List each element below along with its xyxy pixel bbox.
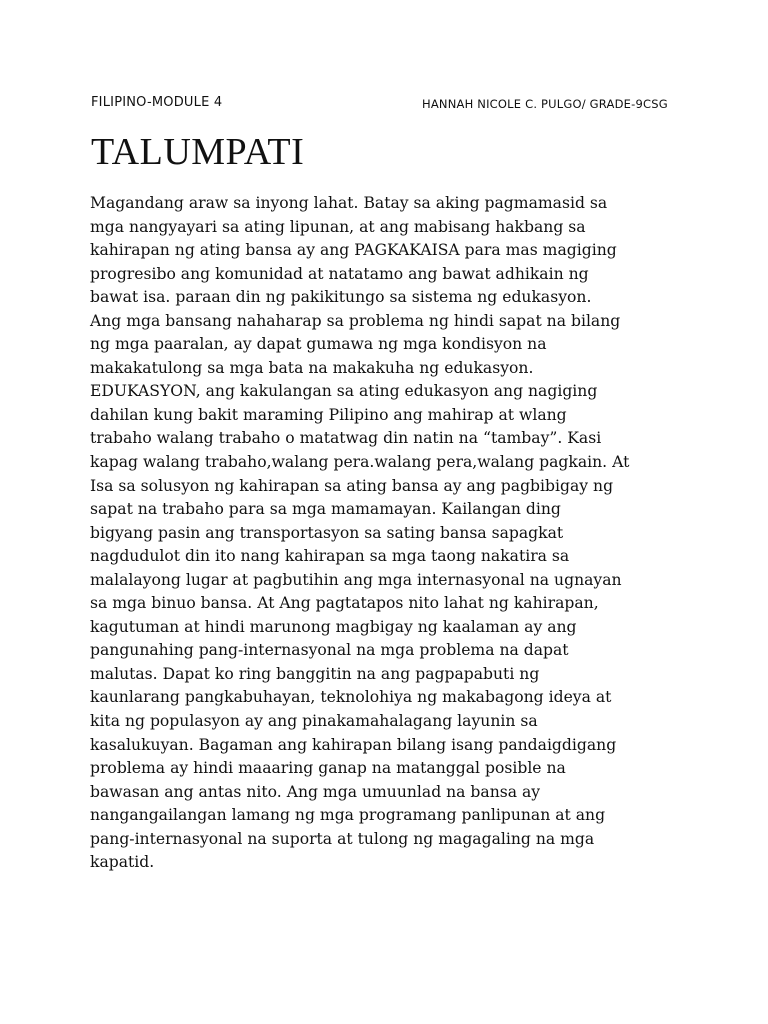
body-line: ng mga paaralan, ay dapat gumawa ng mga kondisyon na bbox=[90, 335, 547, 354]
body-line: EDUKASYON, ang kakulangan sa ating edukasyon ang nagiging bbox=[90, 382, 598, 401]
body-line: kasalukuyan. Bagaman ang kahirapan bilang isang pandaigdigang bbox=[90, 735, 617, 754]
body-line: kapatid. bbox=[90, 853, 155, 872]
body-line: kita ng populasyon ay ang pinakamahalagang layunin sa bbox=[90, 712, 538, 731]
speech-body bbox=[90, 192, 710, 875]
body-line: Magandang araw sa inyong lahat. Batay sa aking pagmamasid sa bbox=[90, 194, 608, 212]
body-line: bawasan ang antas nito. Ang mga umuunlad na bansa ay bbox=[90, 782, 541, 801]
body-line: Ang mga bansang nahaharap sa problema ng hindi sapat na bilang bbox=[90, 311, 621, 330]
body-line: malalayong lugar at pagbutihin ang mga internasyonal na ugnayan bbox=[90, 570, 622, 589]
body-line: pang-internasyonal na suporta at tulong ng magagaling na mga bbox=[90, 829, 595, 848]
body-line: malutas. Dapat ko ring banggitin na ang pagpapabuti ng bbox=[90, 664, 540, 683]
body-line: progresibo ang komunidad at natatamo ang bawat adhikain ng bbox=[90, 264, 589, 283]
body-line: pangunahing pang-internasyonal na mga problema na dapat bbox=[90, 641, 569, 660]
body-line: bigyang pasin ang transportasyon sa sating bansa sapagkat bbox=[90, 523, 564, 542]
body-line: makakatulong sa mga bata na makakuha ng edukasyon. bbox=[90, 358, 534, 377]
body-line: kapag walang trabaho,walang pera.walang pera,walang pagkain. At bbox=[90, 453, 630, 472]
body-line: dahilan kung bakit maraming Pilipino ang mahirap at wlang bbox=[90, 405, 567, 424]
body-line: sapat na trabaho para sa mga mamamayan. Kailangan ding bbox=[90, 500, 561, 519]
body-line: trabaho walang trabaho o matatwag din natin na “tambay”. Kasi bbox=[90, 429, 602, 448]
body-line: kagutuman at hindi marunong magbigay ng kaalaman ay ang bbox=[90, 617, 577, 636]
document-title: TALUMPATI bbox=[91, 131, 305, 173]
module-label: FILIPINO-MODULE 4 bbox=[91, 95, 223, 110]
body-line: kaunlarang pangkabuhayan, teknolohiya ng makabagong ideya at bbox=[90, 688, 612, 707]
body-line: kahirapan ng ating bansa ay ang PAGKAKAISA para mas magiging bbox=[90, 241, 617, 260]
body-line: problema ay hindi maaaring ganap na matanggal posible na bbox=[90, 759, 566, 778]
body-line: Isa sa solusyon ng kahirapan sa ating bansa ay ang pagbibigay ng bbox=[90, 476, 614, 495]
body-line: mga nangyayari sa ating lipunan, at ang mabisang hakbang sa bbox=[90, 217, 586, 236]
body-line: bawat isa. paraan din ng pakikitungo sa sistema ng edukasyon. bbox=[90, 288, 592, 307]
author-label: HANNAH NICOLE C. PULGO/ GRADE-9CSG bbox=[422, 97, 668, 111]
body-line: nagdudulot din ito nang kahirapan sa mga taong nakatira sa bbox=[90, 547, 570, 566]
body-line: sa mga binuo bansa. At Ang pagtatapos nito lahat ng kahirapan, bbox=[90, 594, 599, 613]
body-line: nangangailangan lamang ng mga programang panlipunan at ang bbox=[90, 806, 606, 825]
